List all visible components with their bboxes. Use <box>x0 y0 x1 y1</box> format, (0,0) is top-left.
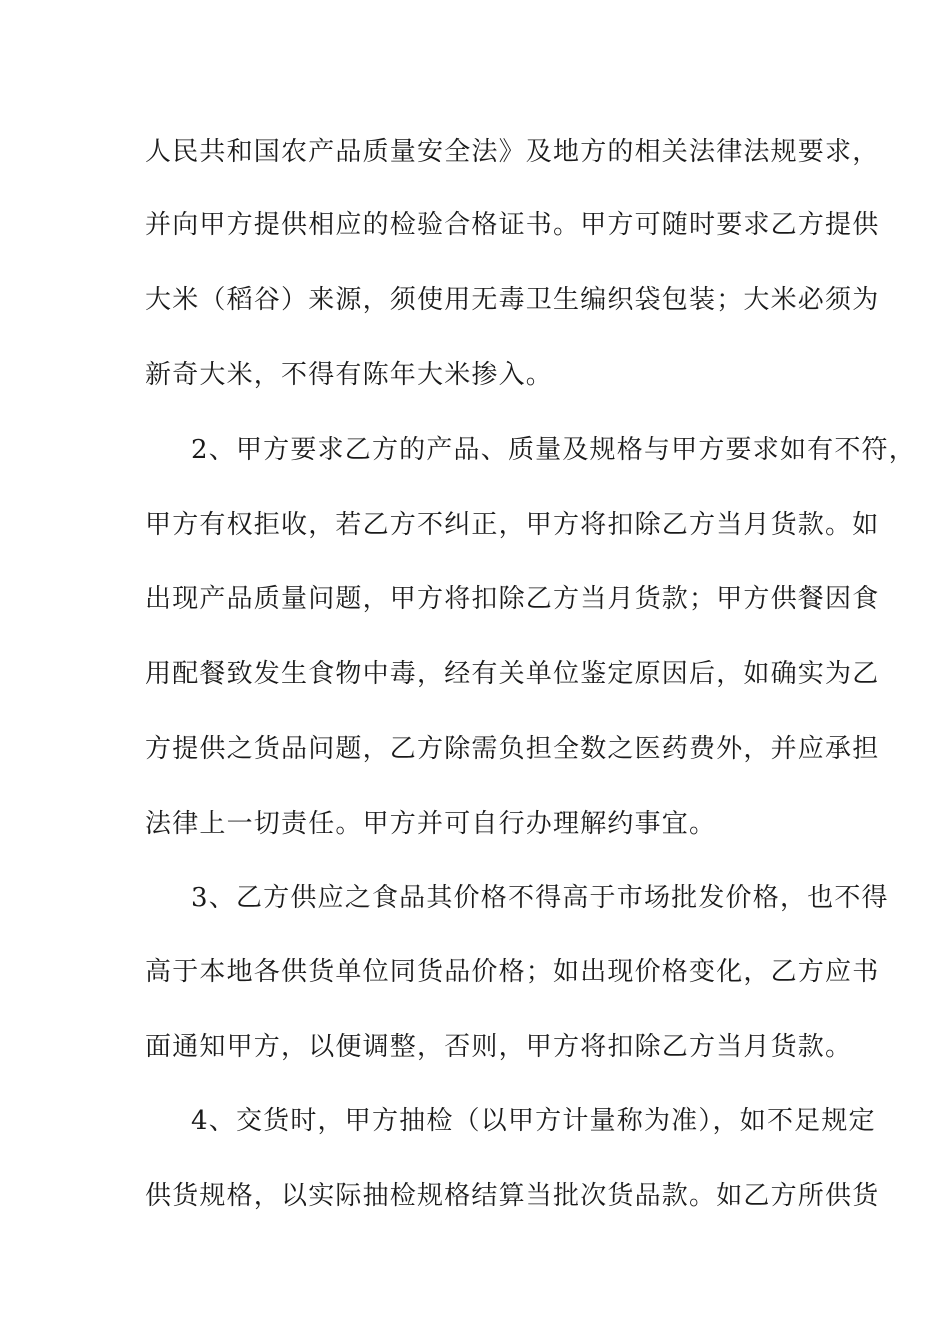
text-line: 供货规格，以实际抽检规格结算当批次货品款。如乙方所供货 <box>145 1181 880 1211</box>
text-line: 方提供之货品问题，乙方除需负担全数之医药费外，并应承担 <box>145 734 880 764</box>
text-line: 2、甲方要求乙方的产品、质量及规格与甲方要求如有不符， <box>191 435 916 465</box>
text-line: 4、交货时，甲方抽检（以甲方计量称为准），如不足规定 <box>191 1106 876 1136</box>
text-line: 用配餐致发生食物中毒，经有关单位鉴定原因后，如确实为乙 <box>145 659 880 689</box>
text-line: 面通知甲方，以便调整，否则，甲方将扣除乙方当月货款。 <box>145 1032 853 1062</box>
text-line: 人民共和国农产品质量安全法》及地方的相关法律法规要求， <box>145 137 880 167</box>
text-line: 出现产品质量问题，甲方将扣除乙方当月货款；甲方供餐因食 <box>145 584 880 614</box>
text-line: 新奇大米，不得有陈年大米掺入。 <box>145 360 554 390</box>
text-line: 并向甲方提供相应的检验合格证书。甲方可随时要求乙方提供 <box>145 210 880 240</box>
text-line: 甲方有权拒收，若乙方不纠正，甲方将扣除乙方当月货款。如 <box>145 510 880 540</box>
text-line: 大米（稻谷）来源，须使用无毒卫生编织袋包装；大米必须为 <box>145 285 880 315</box>
text-line: 高于本地各供货单位同货品价格；如出现价格变化，乙方应书 <box>145 957 880 987</box>
text-line: 3、乙方供应之食品其价格不得高于市场批发价格，也不得 <box>191 883 889 913</box>
text-line: 法律上一切责任。甲方并可自行办理解约事宜。 <box>145 809 717 839</box>
